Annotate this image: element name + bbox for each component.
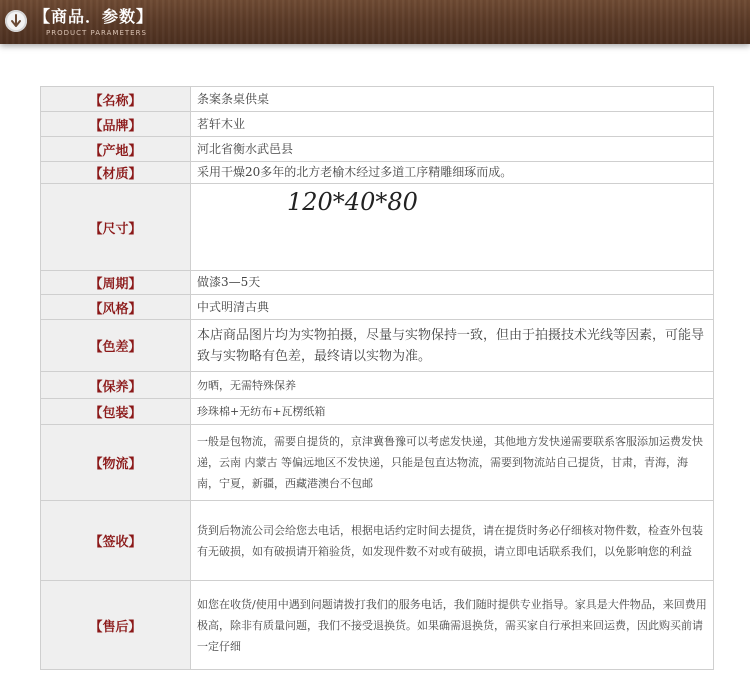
param-value: 一般是包物流，需要自提货的，京津冀鲁豫可以考虑发快递，其他地方发快递需要联系客服添加运费发快递，云南 内蒙古 等偏远地区不发快递，只能是包直达物流，需要到物流站自己提货，甘肃，青海，海南，宁夏，新疆，西藏港澳台不包邮 bbox=[197, 435, 703, 490]
param-value: 本店商品图片均为实物拍摄，尽量与实物保持一致，但由于拍摄技术光线等因素，可能导致与实物略有色差，最终请以实物为准。 bbox=[197, 327, 705, 364]
table-row bbox=[41, 425, 713, 501]
param-label: 【风格】 bbox=[41, 295, 191, 319]
table-row bbox=[41, 320, 713, 372]
table-row bbox=[41, 581, 713, 669]
param-label: 【产地】 bbox=[41, 137, 191, 161]
param-value: 如您在收货/使用中遇到问题请拨打我们的服务电话，我们随时提供专业指导。家具是大件物品，来回费用极高，除非有质量问题，我们不接受退换货。如果确需退换货，需买家自行承担来回运费，因此购买前请一定仔细 bbox=[197, 597, 707, 653]
param-label: 【色差】 bbox=[41, 320, 191, 371]
param-label: 【尺寸】 bbox=[41, 184, 191, 270]
down-arrow-icon bbox=[5, 10, 27, 32]
param-label: 【签收】 bbox=[41, 501, 191, 580]
param-value: 120*40*80 bbox=[287, 188, 418, 216]
parameter-table bbox=[40, 86, 714, 670]
header-banner bbox=[0, 0, 750, 44]
table-row bbox=[41, 184, 713, 271]
param-value: 做漆3—5天 bbox=[197, 275, 261, 289]
param-label: 【品牌】 bbox=[41, 112, 191, 136]
param-label: 【物流】 bbox=[41, 425, 191, 500]
section-subtitle: PRODUCT PARAMETERS bbox=[46, 29, 147, 37]
param-label: 【售后】 bbox=[41, 581, 191, 669]
table-row bbox=[41, 112, 713, 137]
param-value: 茗轩木业 bbox=[197, 116, 246, 131]
param-label: 【名称】 bbox=[41, 87, 191, 111]
param-value: 勿晒，无需特殊保养 bbox=[197, 378, 296, 392]
table-row bbox=[41, 399, 713, 425]
table-row bbox=[41, 137, 713, 162]
param-value: 珍珠棉+无纺布+瓦楞纸箱 bbox=[197, 405, 326, 418]
table-row bbox=[41, 501, 713, 581]
param-value: 货到后物流公司会给您去电话，根据电话约定时间去提货，请在提货时务必仔细核对物件数，检查外包装有无破损，如有破损请开箱验货，如发现件数不对或有破损，请立即电话联系我们，以免影响您的利益 bbox=[197, 523, 703, 558]
table-row bbox=[41, 372, 713, 399]
table-row bbox=[41, 87, 713, 112]
param-label: 【周期】 bbox=[41, 271, 191, 294]
table-row bbox=[41, 295, 713, 320]
param-label: 【保养】 bbox=[41, 372, 191, 398]
param-label: 【包装】 bbox=[41, 399, 191, 424]
table-row bbox=[41, 271, 713, 295]
param-label: 【材质】 bbox=[41, 162, 191, 183]
param-value: 河北省衡水武邑县 bbox=[197, 141, 294, 156]
table-row bbox=[41, 162, 713, 184]
param-value: 条案条桌供桌 bbox=[197, 91, 270, 106]
param-value: 中式明清古典 bbox=[197, 299, 270, 314]
param-value: 采用干燥20多年的北方老榆木经过多道工序精雕细琢而成。 bbox=[197, 165, 513, 179]
section-title: 【商品．参数】 bbox=[34, 7, 154, 26]
